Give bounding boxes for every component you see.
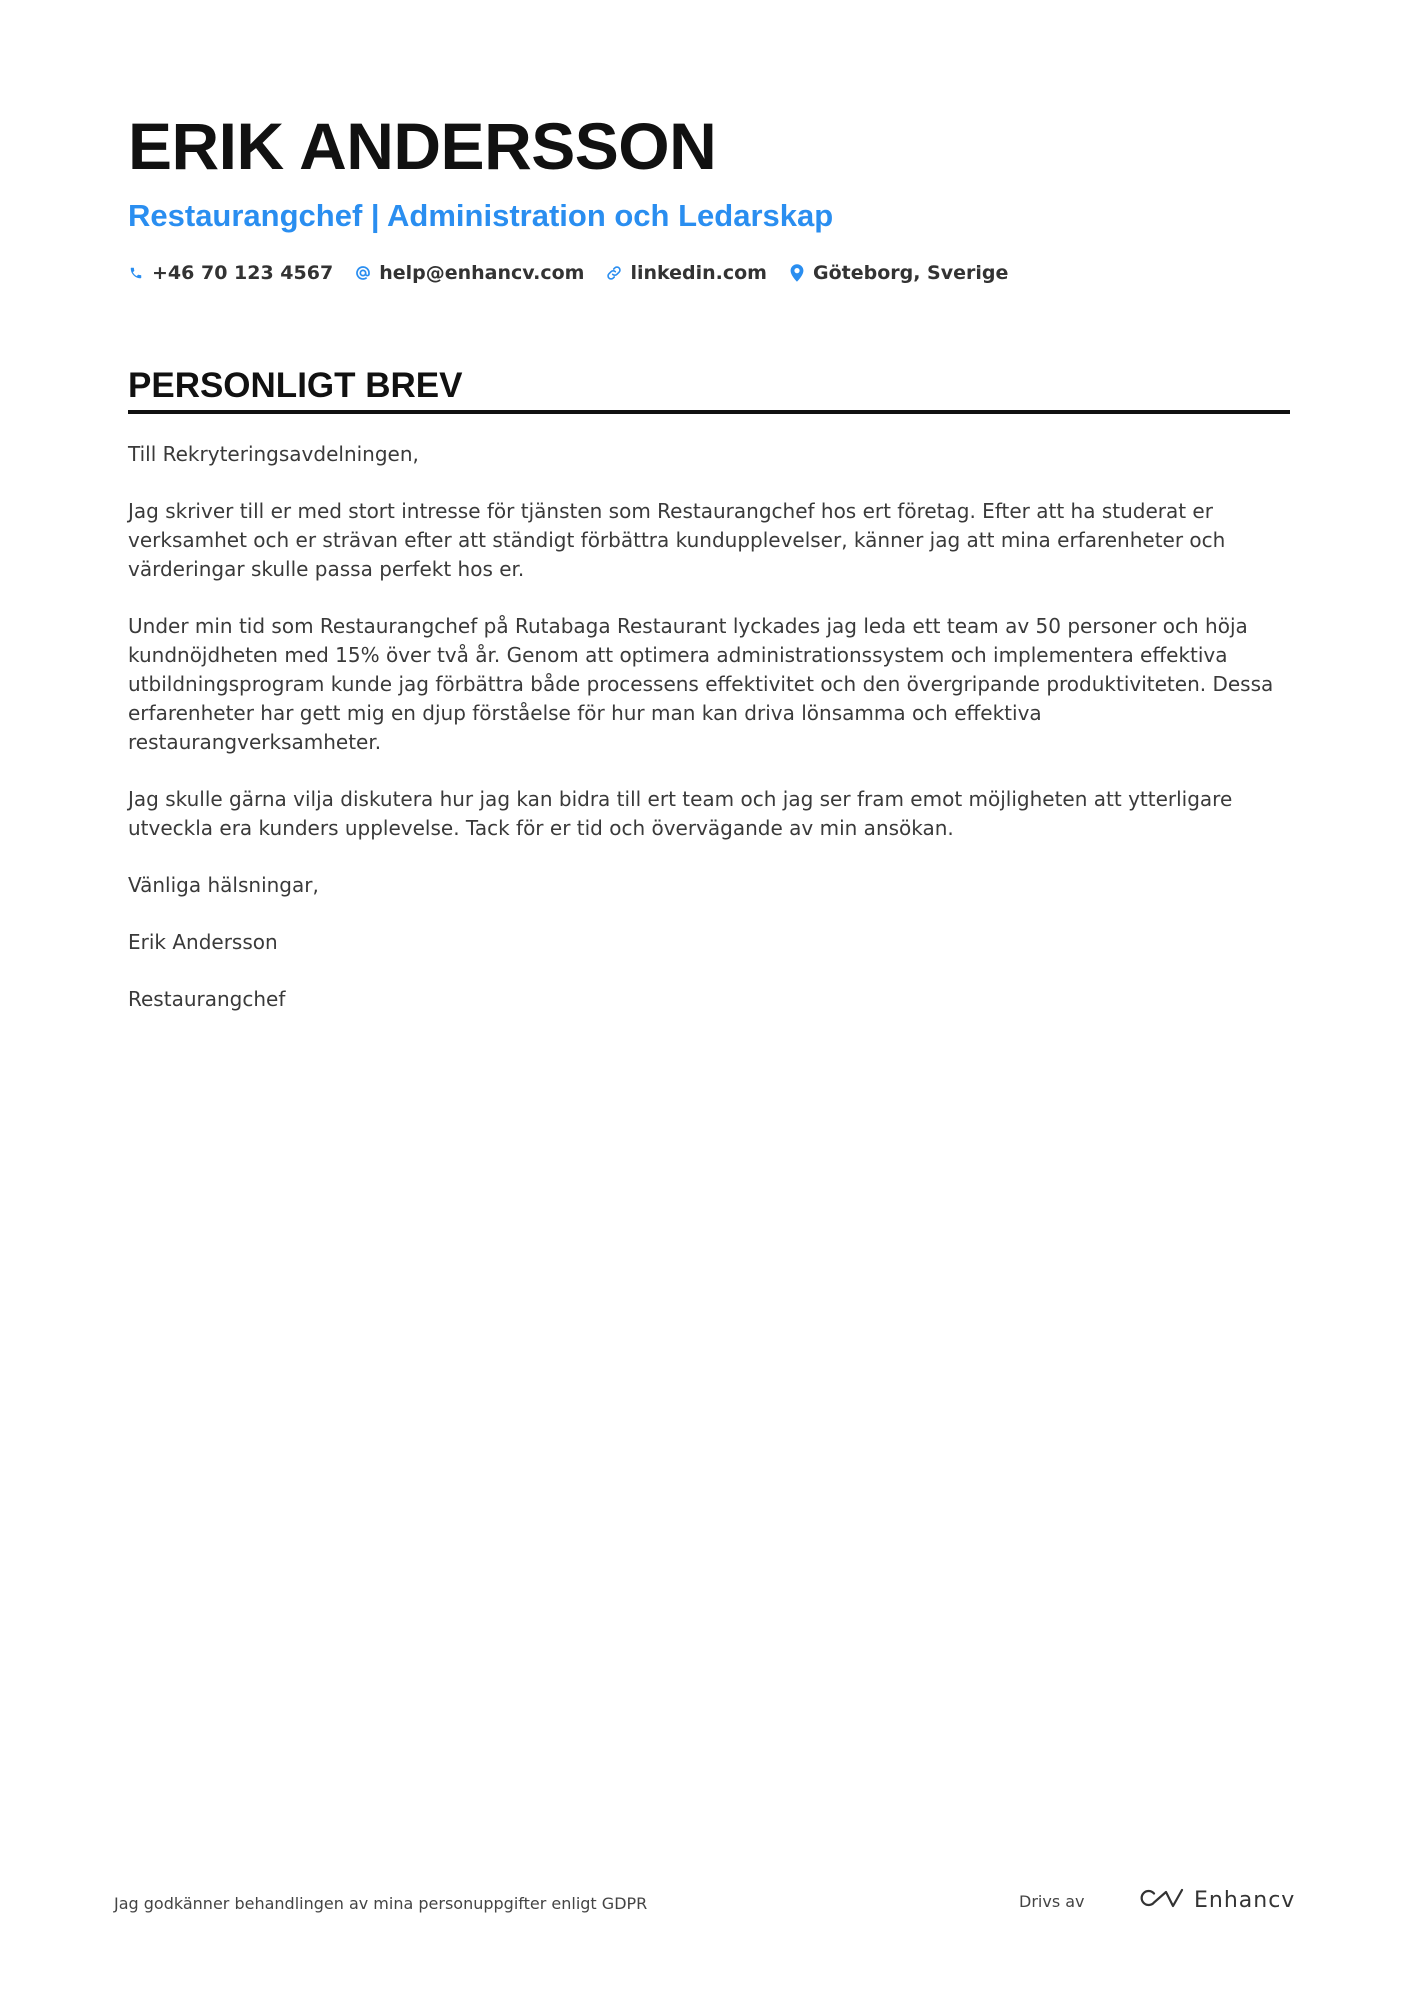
contact-email[interactable]	[355, 260, 584, 286]
letter-closing: Vänliga hälsningar,	[128, 873, 319, 897]
at-icon	[355, 264, 371, 282]
enhancv-logo-icon	[1138, 1886, 1184, 1914]
brand-name: Enhancv	[1194, 1887, 1296, 1913]
letter-paragraph-2: Under min tid som Restaurangchef på Rutabaga Restaurant lyckades jag leda ett team av 50 personer och höja kundnöjdheten med 15% över två år. Genom att optimera administrationssystem och implementera effektiva utbildningsprogram kunde jag förbättra både processens effektivitet och den övergripande produktiviteten. Dessa erfarenheter har gett mig en djup förståelse för hur man kan driva lönsamma och effektiva restaurangverksamheter.	[128, 614, 1274, 754]
contact-linkedin-text[interactable]: linkedin.com	[630, 262, 767, 284]
letter-body	[128, 440, 1290, 1014]
gdpr-consent-text: Jag godkänner behandlingen av mina personuppgifter enligt GDPR	[114, 1894, 648, 1913]
section-title: PERSONLIGT BREV	[128, 366, 463, 405]
contact-email-text[interactable]: help@enhancv.com	[379, 262, 585, 284]
cover-letter-section	[128, 364, 1290, 1042]
link-icon	[606, 264, 622, 282]
phone-icon	[128, 264, 144, 282]
resume-header	[128, 108, 1288, 286]
letter-paragraph-3: Jag skulle gärna vilja diskutera hur jag kan bidra till ert team och jag ser fram emot möjligheten att ytterligare utveckla era kunders upplevelse. Tack för er tid och övervägande av min ansökan.	[128, 787, 1233, 840]
section-divider	[128, 410, 1290, 414]
contact-location-text: Göteborg, Sverige	[812, 262, 1009, 284]
powered-by-label: Drivs av	[1019, 1892, 1085, 1911]
letter-signature-title: Restaurangchef	[128, 987, 286, 1011]
page-footer	[114, 1886, 1296, 1922]
letter-paragraph-1: Jag skriver till er med stort intresse för tjänsten som Restaurangchef hos ert företag. Efter att ha studerat er verksamhet och er strävan efter att ständigt förbättra kundupplevelser, känner jag att mina erfarenheter och värderingar skulle passa perfekt hos er.	[128, 499, 1226, 581]
contact-linkedin[interactable]	[606, 260, 767, 286]
contact-location	[789, 260, 1008, 286]
contact-phone	[128, 260, 333, 286]
letter-signature: Erik Andersson	[128, 930, 278, 954]
location-pin-icon	[789, 264, 805, 282]
candidate-headline: Restaurangchef | Administration och Ledarskap	[128, 198, 834, 233]
candidate-name: ERIK ANDERSSON	[128, 109, 717, 183]
brand-logo[interactable]	[1138, 1886, 1295, 1914]
contact-bar	[128, 260, 1288, 286]
contact-phone-text: +46 70 123 4567	[152, 262, 334, 284]
letter-greeting: Till Rekryteringsavdelningen,	[128, 442, 419, 466]
